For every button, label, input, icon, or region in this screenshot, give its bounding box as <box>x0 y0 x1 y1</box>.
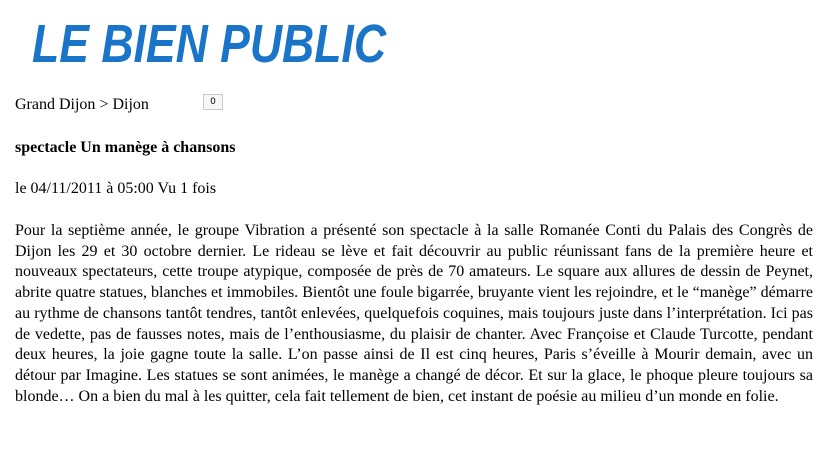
article-title: spectacle Un manège à chansons <box>15 139 236 156</box>
breadcrumb <box>15 95 149 115</box>
article-body: Pour la septième année, le groupe Vibration a présenté son spectacle à la salle Romanée Conti du Palais des Congrès de Dijon les 29 et 30 octobre dernier. Le rideau se lève et fait découvrir au public réunissant fans de la première heure et nouveaux spectateurs, cette troupe atypique, composée de près de 70 amateurs. Le square aux allures de dessin de Peynet, abrite quatre statues, blanches et immobiles. Bientôt une foule bigarrée, bruyante vient les rejoindre, et le “manège” démarre au rythme de chansons tantôt tendres, tantôt enlevées, quelquefois coquines, mais toujours juste dans l’interprétation. Ici pas de vedette, pas de fausses notes, mais de l’enthousiasme, du plaisir de chanter. Avec Françoise et Claude Turcotte, pendant deux heures, la joie gagne toute la salle. L’on passe ainsi de Il est cinq heures, Paris s’éveille à Mourir demain, avec un détour par Imagine. Les statues se sont animées, le manège a changé de décor. Et sur la glace, le phoque pleure toujours sa blonde… On a bien du mal à les quitter, cela fait tellement de bien, cet instant de poésie au milieu d’un monde en folie. <box>15 222 813 405</box>
breadcrumb-link-grand-dijon[interactable]: Grand Dijon <box>15 96 96 113</box>
logo-text: LE BIEN PUBLIC <box>32 14 387 74</box>
site-logo[interactable] <box>30 6 390 72</box>
article-meta: le 04/11/2011 à 05:00 Vu 1 fois <box>15 180 217 197</box>
logo-wordmark <box>30 6 390 72</box>
comment-count-badge[interactable]: 0 <box>203 94 223 110</box>
breadcrumb-link-dijon[interactable]: Dijon <box>112 96 149 113</box>
breadcrumb-separator: > <box>99 96 109 113</box>
